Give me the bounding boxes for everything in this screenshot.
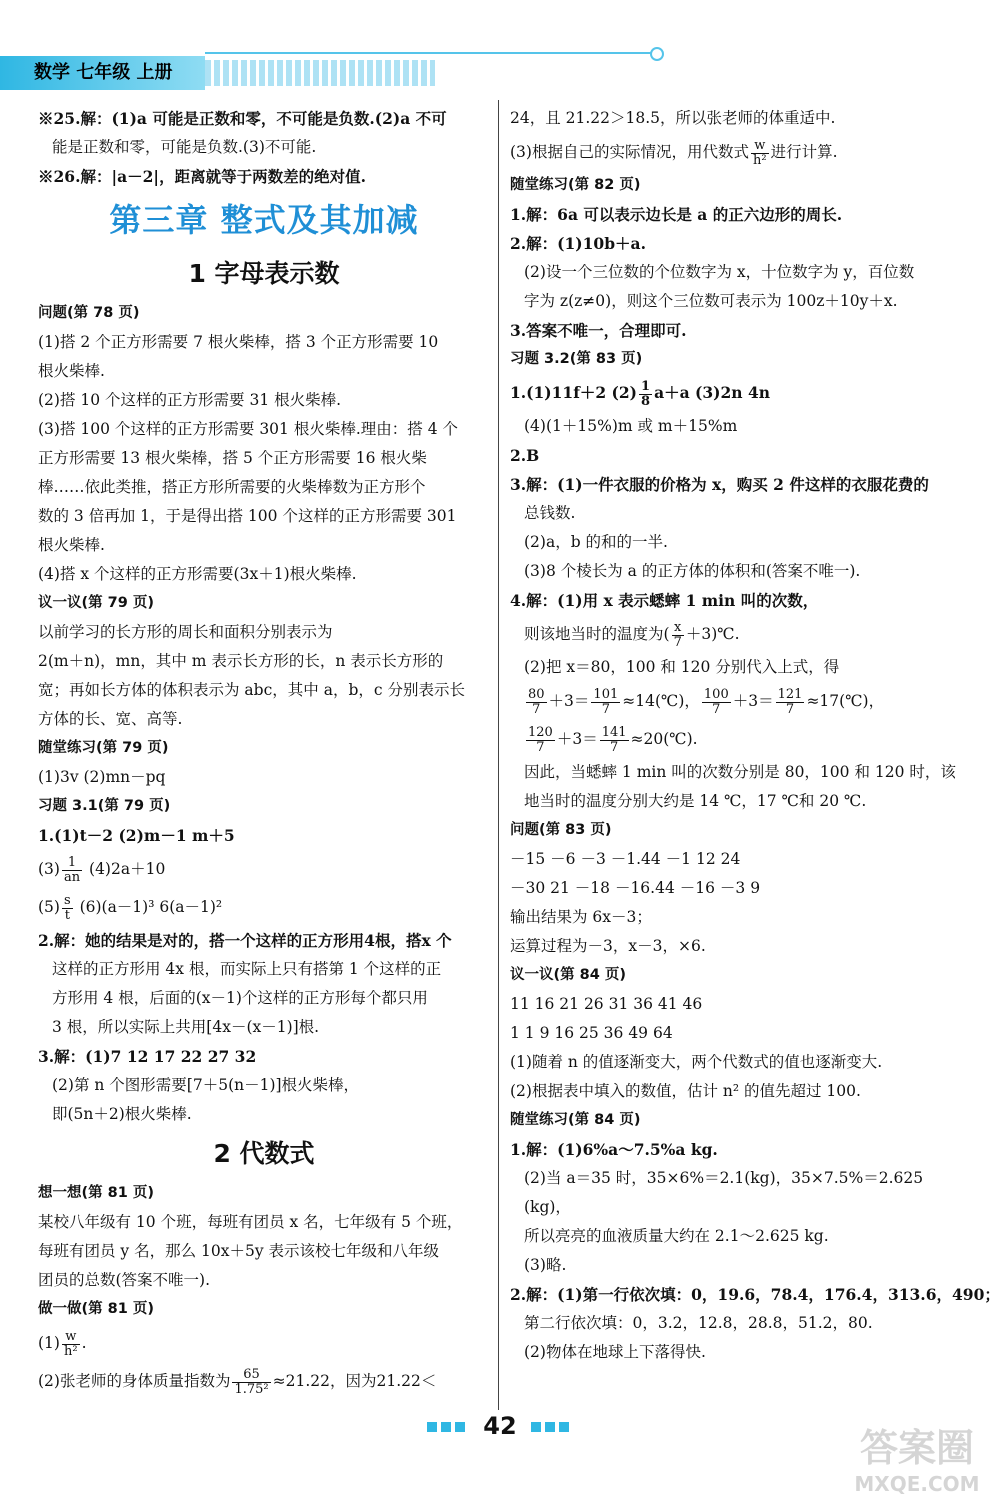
text-line: 根火柴棒. (38, 362, 105, 380)
text-line: (2)物体在地球上下落得快. (524, 1343, 706, 1361)
fraction: $\frac{1}{an}$ (63, 854, 81, 885)
text-line: ※25.解：(1)a 可能是正数和零，不可能是负数.(2)a 不可 (38, 109, 447, 128)
text-line: 每班有团员 y 名，那么 10x＋5y 表示该校七年级和八年级 (38, 1242, 440, 1260)
answer-line: (3) $\frac{1}{an}$ (4)2a＋10 (38, 854, 166, 885)
text-line: (kg)， (524, 1198, 571, 1216)
calc-text: ＋3＝ (556, 730, 598, 748)
calc-text: ＋3＝ (548, 692, 590, 710)
fraction: $\frac{w}{\text{h²}}$ (752, 137, 767, 168)
page-number: 42 (483, 1412, 517, 1440)
text-line: (2)当 a＝35 时，35×6%＝2.1(kg)，35×7.5%＝2.625 (524, 1169, 924, 1187)
header-line (205, 52, 655, 54)
fraction: $\frac{x}{7}$ (673, 619, 682, 650)
text-line: 这样的正方形用 4x 根，而实际上只有搭第 1 个这样的正 (52, 960, 442, 978)
text-line: 能是正数和零，可能是负数.(3)不可能. (52, 138, 317, 156)
fraction: $\frac{80}{7}$ (528, 686, 545, 717)
header-title: 数学 七年级 上册 (34, 62, 173, 83)
fraction: $\frac{120}{7}$ (528, 724, 553, 755)
text-line: (2)根据表中填入的数值，估计 n² 的值先超过 100. (510, 1082, 861, 1100)
text-line: (1)随着 n 的值逐渐变大，两个代数式的值也逐渐变大. (510, 1053, 883, 1071)
calc-text: ≈14(℃)， (622, 692, 700, 710)
footer-decoration (531, 1422, 573, 1432)
text-line: 3.解：(1)一件衣服的价格为 x，购买 2 件这样的衣服花费的 (510, 475, 929, 494)
text-line: 因此，当蟋蟀 1 min 叫的次数分别是 80，100 和 120 时，该 (524, 763, 956, 781)
text-line: (2)a，b 的和的一半. (524, 533, 668, 551)
calc-text: ≈20(℃). (630, 730, 698, 748)
text-line: 1.(1)t－2 (2)m－1 m＋5 (38, 826, 235, 845)
text-line: 数的 3 倍再加 1，于是得出搭 100 个这样的正方形需要 301 (38, 507, 457, 525)
text-line: (2)设一个三位数的个位数字为 x，十位数字为 y，百位数 (524, 263, 915, 281)
text-line: 24，且 21.22＞18.5，所以张老师的体重适中. (510, 109, 836, 127)
section-heading: 随堂练习(第 84 页) (510, 1112, 641, 1128)
section-heading: 做一做(第 81 页) (38, 1301, 155, 1317)
text-line: 3.答案不唯一，合理即可. (510, 321, 687, 340)
text-line: 某校八年级有 10 个班，每班有团员 x 名，七年级有 5 个班， (38, 1213, 463, 1231)
text-line: 以前学习的长方形的周长和面积分别表示为 (38, 623, 333, 641)
section-heading: 习题 3.1(第 79 页) (38, 798, 171, 814)
answer-line: (2)把 x＝80，100 和 120 分别代入上式，得 (524, 658, 840, 676)
section-title-1: 1 字母表示数 (188, 259, 340, 288)
text-line: 2.解：(1)第一行依次填：0，19.6，78.4，176.4，313.6，490； (510, 1285, 1000, 1304)
text-line: (3)8 个棱长为 a 的正方体的体积和(答案不唯一). (524, 562, 861, 580)
text-line: 棒……依此类推，搭正方形所需要的火柴棒数为正方形个 (38, 478, 426, 496)
fraction: $\frac{141}{7}$ (601, 724, 627, 755)
fraction: $\frac{w}{\text{h²}}$ (63, 1328, 78, 1359)
section-heading: 随堂练习(第 79 页) (38, 740, 169, 756)
answer-line: (5) $\frac{s}{t}$ (6)(a－1)³ 6(a－1)² (38, 892, 223, 923)
section-heading: 议一议(第 84 页) (510, 967, 627, 983)
fraction: $\frac{s}{t}$ (63, 892, 71, 923)
section-heading: 想一想(第 81 页) (38, 1185, 155, 1201)
text-line: (4)(1＋15%)m 或 m＋15%m (524, 417, 738, 435)
text-line: 3.解：(1)7 12 17 22 27 32 (38, 1047, 257, 1066)
calc-text: ＋3＝ (732, 692, 774, 710)
text-line: 1.解：(1)6%a～7.5%a kg. (510, 1140, 718, 1159)
column-divider (498, 100, 499, 1410)
right-column (510, 104, 1000, 1367)
text-line: (2)搭 10 个这样的正方形需要 31 根火柴棒. (38, 391, 342, 409)
header-dot (650, 47, 664, 61)
text-line: (1)3v (2)mn－pq (38, 768, 166, 786)
text-line: 2(m＋n)，mn，其中 m 表示长方形的长，n 表示长方形的 (38, 652, 444, 670)
text-line: 2.解：(1)10b＋a. (510, 234, 646, 253)
page-header (0, 56, 205, 90)
answer-line: 1.(1)11f＋2 (2) $\frac{1}{8}$ a＋a (3)2n 4n (510, 378, 771, 409)
watermark-logo (842, 1415, 992, 1500)
calc-text: ≈17(℃)， (806, 692, 885, 710)
text-line: 团员的总数(答案不唯一). (38, 1271, 211, 1289)
answer-line: (1) $\frac{w}{\text{h²}}$ . (38, 1328, 87, 1359)
text-line: 方体的长、宽、高等. (38, 710, 183, 728)
text-line: 1 1 9 16 25 36 49 64 (510, 1024, 673, 1042)
svg-text:MXQE.COM: MXQE.COM (854, 1472, 980, 1496)
text-line: －30 21 －18 －16.44 －16 －3 9 (510, 879, 761, 897)
section-heading: 议一议(第 79 页) (38, 595, 155, 611)
text-line: 方形用 4 根，后面的(x－1)个这样的正方形每个都只用 (52, 989, 428, 1007)
answer-line: 则该地当时的温度为( $\frac{x}{7}$ ＋3)℃. (524, 619, 740, 650)
section-title-2: 2 代数式 (213, 1139, 315, 1168)
section-heading: 随堂练习(第 82 页) (510, 177, 641, 193)
text-line: 输出结果为 6x－3； (510, 908, 652, 926)
text-line: (1)搭 2 个正方形需要 7 根火柴棒，搭 3 个正方形需要 10 (38, 333, 439, 351)
fraction: $\frac{121}{7}$ (777, 686, 803, 717)
text-line: 地当时的温度分别大约是 14 ℃，17 ℃和 20 ℃. (524, 792, 867, 810)
text-line: 宽；再如长方体的体积表示为 abc，其中 a，b，c 分别表示长 (38, 681, 465, 699)
header-stripe (205, 60, 435, 86)
fraction: $\frac{65}{\text{1.75²}}$ (234, 1366, 269, 1397)
text-line: 字为 z(z≠0)，则这个三位数可表示为 100z＋10y＋x. (524, 292, 898, 310)
answer-line: (2)张老师的身体质量指数为 $\frac{65}{\text{1.75²}}$ ≈21.22，因为21.22＜ (38, 1366, 437, 1397)
calc-line (510, 682, 962, 720)
text-line: 根火柴棒. (38, 536, 105, 554)
fraction: $\frac{100}{7}$ (703, 686, 729, 717)
answer-line: (3)根据自己的实际情况，用代数式 $\frac{w}{\text{h²}}$ 进行计算. (510, 137, 838, 168)
text-line: 第二行依次填：0，3.2，12.8，28.8，51.2，80. (524, 1314, 873, 1332)
text-line: 总钱数. (524, 504, 576, 522)
text-line: 4.解：(1)用 x 表示蟋蟀 1 min 叫的次数， (510, 591, 819, 610)
calc-line (510, 720, 962, 758)
text-line: 1.解：6a 可以表示边长是 a 的正六边形的周长. (510, 205, 843, 224)
section-heading: 问题(第 78 页) (38, 305, 140, 321)
chapter-title: 第三章 整式及其加减 (109, 201, 419, 239)
text-line: (3)略. (524, 1256, 567, 1274)
fraction: $\frac{101}{7}$ (593, 686, 619, 717)
svg-text:答案圈: 答案圈 (859, 1426, 975, 1470)
section-heading: 问题(第 83 页) (510, 822, 612, 838)
text-line: 2.B (510, 446, 540, 465)
text-line: (3)搭 100 个这样的正方形需要 301 根火柴棒.理由：搭 4 个 (38, 420, 458, 438)
footer-decoration (427, 1422, 469, 1432)
text-line: 2.解：她的结果是对的，搭一个这样的正方形用4根，搭x 个 (38, 931, 452, 950)
text-line: (4)搭 x 个这样的正方形需要(3x＋1)根火柴棒. (38, 565, 357, 583)
text-line: 正方形需要 13 根火柴棒，搭 5 个正方形需要 16 根火柴 (38, 449, 427, 467)
text-line: ※26.解：|a－2|，距离就等于两数差的绝对值. (38, 167, 366, 186)
text-line: 所以亮亮的血液质量大约在 2.1～2.625 kg. (524, 1227, 829, 1245)
text-line: 3 根，所以实际上共用[4x－(x－1)]根. (52, 1018, 320, 1036)
text-line: 11 16 21 26 31 36 41 46 (510, 995, 703, 1013)
text-line: (2)第 n 个图形需要[7＋5(n－1)]根火柴棒， (52, 1076, 360, 1094)
text-line: 即(5n＋2)根火柴棒. (52, 1105, 192, 1123)
text-line: －15 －6 －3 －1.44 －1 12 24 (510, 850, 741, 868)
left-column (38, 104, 490, 1400)
text-line: 运算过程为－3，x－3，×6. (510, 937, 706, 955)
section-heading: 习题 3.2(第 83 页) (510, 351, 643, 367)
fraction: $\frac{1}{8}$ (641, 378, 651, 409)
